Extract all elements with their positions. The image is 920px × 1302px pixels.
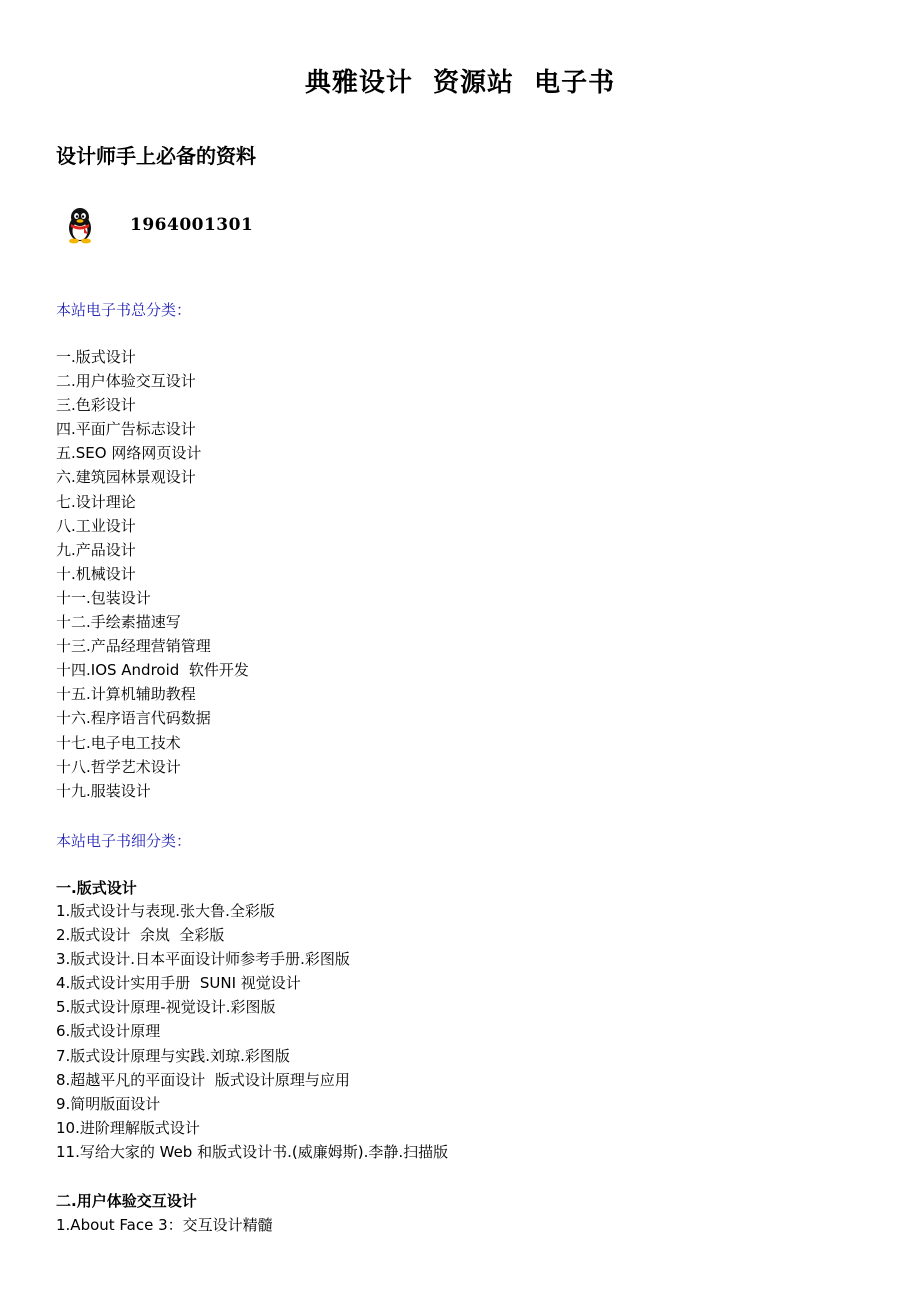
list-item: 十二.手绘素描速写 <box>56 613 181 632</box>
list-item: 四.平面广告标志设计 <box>56 420 196 439</box>
list-item: 9.简明版面设计 <box>56 1094 161 1113</box>
list-item: 十七.电子电工技术 <box>56 733 181 752</box>
qq-penguin-icon <box>62 206 98 244</box>
page-title: 典雅设计 资源站 电子书 <box>304 68 616 98</box>
list-item: 十一.包装设计 <box>56 588 151 607</box>
list-item: 1.版式设计与表现.张大鲁.全彩版 <box>56 902 275 920</box>
list-item: 六.建筑园林景观设计 <box>56 468 196 487</box>
group-heading-layout-design: 一.版式设计 <box>56 879 137 897</box>
list-item: 十六.程序语言代码数据 <box>56 709 211 728</box>
list-item: 十八.哲学艺术设计 <box>56 757 181 776</box>
overview-heading: 本站电子书总分类： <box>56 301 192 319</box>
list-item: 7.版式设计原理与实践.刘琼.彩图版 <box>56 1046 290 1065</box>
ux-design-book-list <box>56 1213 273 1237</box>
contact-row <box>62 205 253 245</box>
list-item: 6.版式设计原理 <box>56 1022 161 1041</box>
list-item: 5.版式设计原理-视觉设计.彩图版 <box>56 998 276 1017</box>
list-item: 11.写给大家的 Web 和版式设计书.(威廉姆斯).李静.扫描版 <box>56 1142 449 1161</box>
list-item: 七.设计理论 <box>56 492 136 511</box>
list-item: 五.SEO 网络网页设计 <box>56 444 202 463</box>
list-item: 十九.服装设计 <box>56 781 151 800</box>
list-item: 8.超越平凡的平面设计 版式设计原理与应用 <box>56 1070 350 1089</box>
list-item: 3.版式设计.日本平面设计师参考手册.彩图版 <box>56 950 350 969</box>
list-item: 十.机械设计 <box>56 564 136 583</box>
detail-heading: 本站电子书细分类： <box>56 832 192 850</box>
list-item: 九.产品设计 <box>56 540 136 559</box>
page-subtitle: 设计师手上必备的资料 <box>56 144 256 168</box>
layout-design-book-list <box>56 899 448 1164</box>
list-item: 三.色彩设计 <box>56 396 136 415</box>
qq-number: 1964001301 <box>130 215 254 235</box>
list-item: 十四.IOS Android 软件开发 <box>56 661 249 680</box>
group-heading-ux-design: 二.用户体验交互设计 <box>56 1192 197 1210</box>
list-item: 4.版式设计实用手册 SUNI 视觉设计 <box>56 974 301 993</box>
list-item: 十五.计算机辅助教程 <box>56 685 196 704</box>
list-item: 1.About Face 3：交互设计精髓 <box>56 1216 273 1234</box>
list-item: 一.版式设计 <box>56 348 136 366</box>
list-item: 二.用户体验交互设计 <box>56 372 196 391</box>
list-item: 10.进阶理解版式设计 <box>56 1118 200 1137</box>
list-item: 十三.产品经理营销管理 <box>56 637 211 656</box>
list-item: 2.版式设计 余岚 全彩版 <box>56 926 225 945</box>
overview-category-list <box>56 345 249 803</box>
list-item: 八.工业设计 <box>56 516 136 535</box>
